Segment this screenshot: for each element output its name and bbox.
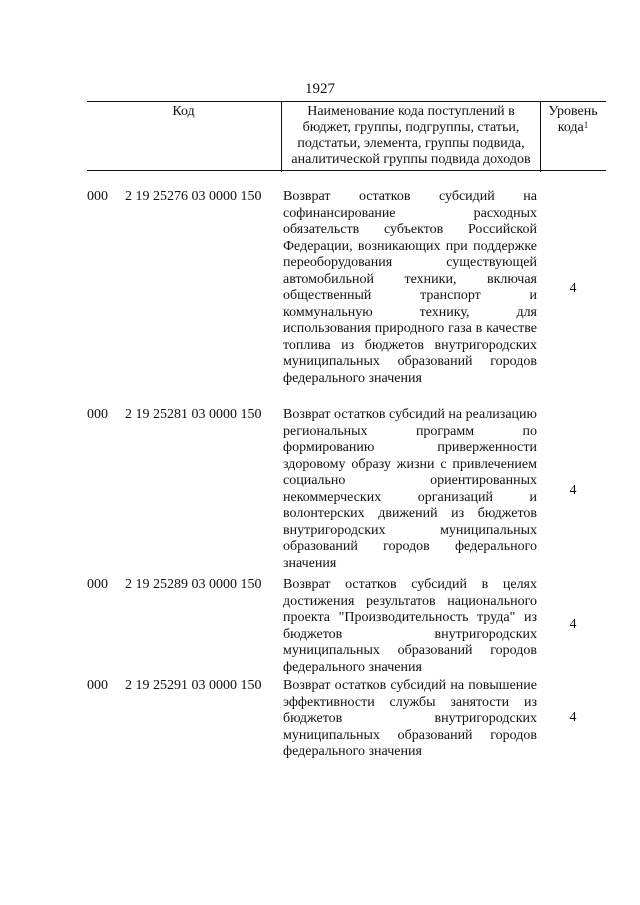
header-code: Код: [172, 104, 195, 119]
table-row: [87, 189, 606, 404]
row-level: 4: [569, 710, 577, 725]
row-revenue-code: 2 19 25289 03 0000 150: [125, 577, 262, 592]
row-level: 4: [569, 617, 577, 632]
row-admin-code: 000: [87, 407, 108, 422]
row-name: Возврат остатков субсидий на софинансирование расходных обязательств субъектов Российской Федерации, возникающих при поддержке переоборудования существующей автомобильной техники, включая общественный транспорт и коммунальную технику, для использования природного газа в качестве топлива из бюджетов внутригородских муниципальных образований городов федерального значения: [283, 189, 537, 386]
header-level: [540, 102, 606, 172]
table-row: [87, 407, 606, 577]
row-name: Возврат остатков субсидий в целях достижения результатов национального проекта "Производительность труда" из бюджетов внутригородских муниципальных образований городов федерального значения: [283, 577, 537, 675]
row-name: Возврат остатков субсидий на повышение эффективности службы занятости из бюджетов внутригородских муниципальных образований городов федерального значения: [283, 678, 537, 759]
table-row: [87, 678, 606, 768]
row-level: 4: [569, 281, 577, 296]
header-level-footnote: 1: [583, 120, 589, 130]
row-admin-code: 000: [87, 189, 108, 204]
row-admin-code: 000: [87, 678, 108, 693]
page-number: 1927: [305, 81, 335, 97]
row-admin-code: 000: [87, 577, 108, 592]
row-name: Возврат остатков субсидий на реализацию региональных программ по формированию приверженности здоровому образу жизни с привлечением социально ориентированных некоммерческих организаций и волонтерских движений из бюджетов внутригородских муниципальных образований городов федерального значения: [283, 407, 537, 571]
header-level-label: Уровень кода: [548, 104, 598, 135]
header-name: Наименование кода поступлений в бюджет, группы, подгруппы, статьи, подстатьи, элемента, группы подвида, аналитической группы подвида доходов: [281, 102, 541, 172]
row-revenue-code: 2 19 25276 03 0000 150: [125, 189, 262, 204]
table-row: [87, 577, 606, 677]
row-level: 4: [569, 483, 577, 498]
row-revenue-code: 2 19 25291 03 0000 150: [125, 678, 262, 693]
row-revenue-code: 2 19 25281 03 0000 150: [125, 407, 262, 422]
table-header: [87, 101, 606, 171]
